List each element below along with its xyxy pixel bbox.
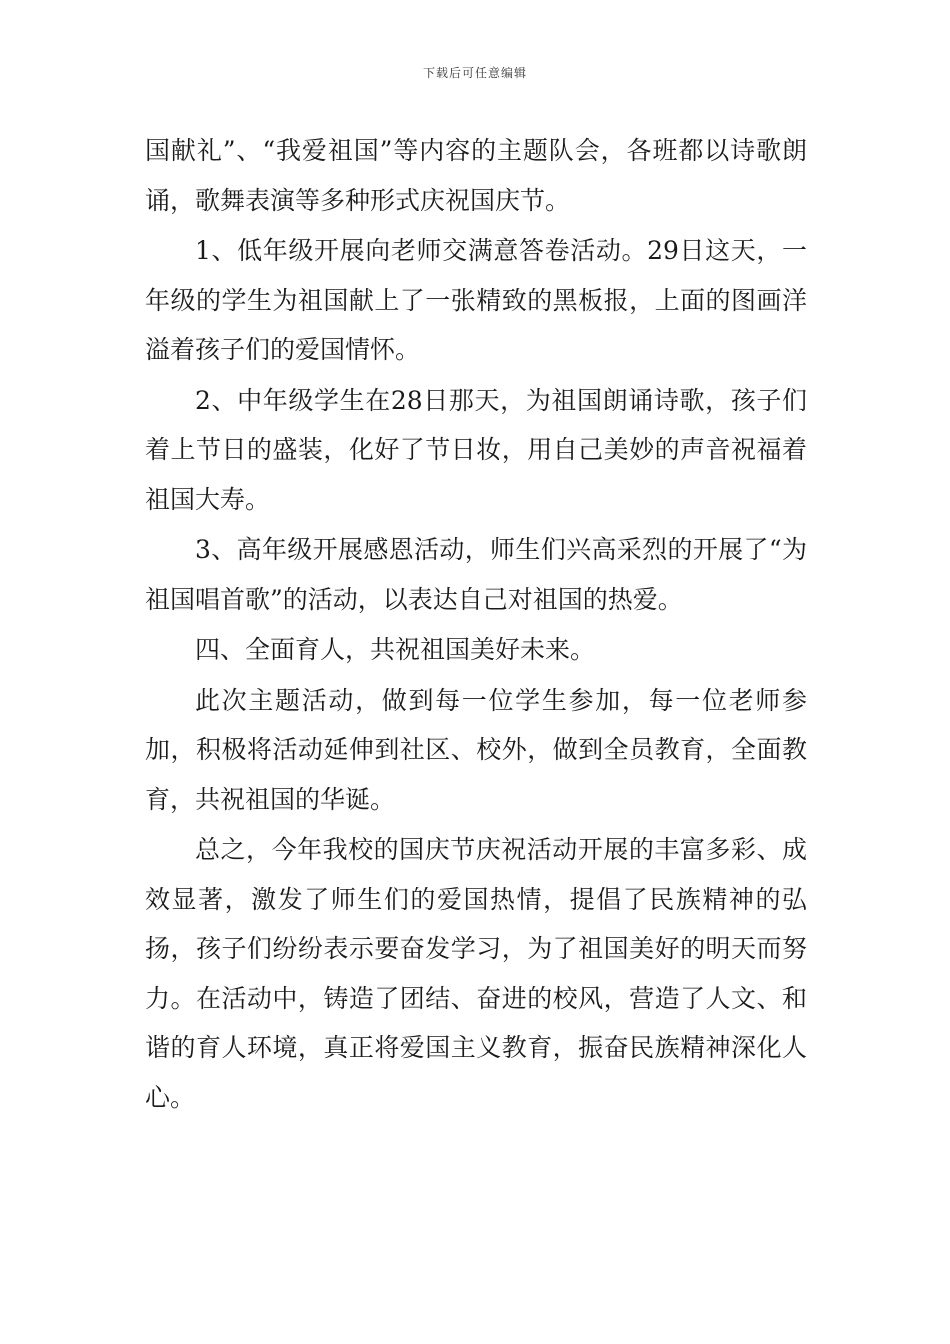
paragraph-item-3: 3、高年级开展感恩活动，师生们兴高采烈的开展了“为祖国唱首歌”的活动，以表达自己对祖国的热爱。 [145, 535, 807, 614]
paragraph-item-1: 1、低年级开展向老师交满意答卷活动。29日这天，一年级的学生为祖国献上了一张精致的黑板报，上面的图画洋溢着孩子们的爱国情怀。 [145, 236, 807, 364]
document-body [145, 126, 807, 1123]
paragraph-conclusion: 总之，今年我校的国庆节庆祝活动开展的丰富多彩、成效显著，激发了师生们的爱国热情，提倡了民族精神的弘扬，孩子们纷纷表示要奋发学习，为了祖国美好的明天而努力。在活动中，铸造了团结、奋进的校风，营造了人文、和谐的育人环境，真正将爱国主义教育，振奋民族精神深化人心。 [145, 835, 807, 1112]
section-heading-4: 四、全面育人，共祝祖国美好未来。 [195, 635, 596, 664]
paragraph-item-2: 2、中年级学生在28日那天，为祖国朗诵诗歌，孩子们着上节日的盛装，化好了节日妆，用自己美妙的声音祝福着祖国大寿。 [145, 385, 807, 514]
paragraph-continuation: 国献礼”、“我爱祖国”等内容的主题队会，各班都以诗歌朗诵，歌舞表演等多种形式庆祝国庆节。 [145, 136, 807, 215]
page-header-note: 下载后可任意编辑 [422, 66, 527, 80]
paragraph-activity-summary: 此次主题活动，做到每一位学生参加，每一位老师参加，积极将活动延伸到社区、校外，做到全员教育，全面教育，共祝祖国的华诞。 [145, 685, 807, 814]
